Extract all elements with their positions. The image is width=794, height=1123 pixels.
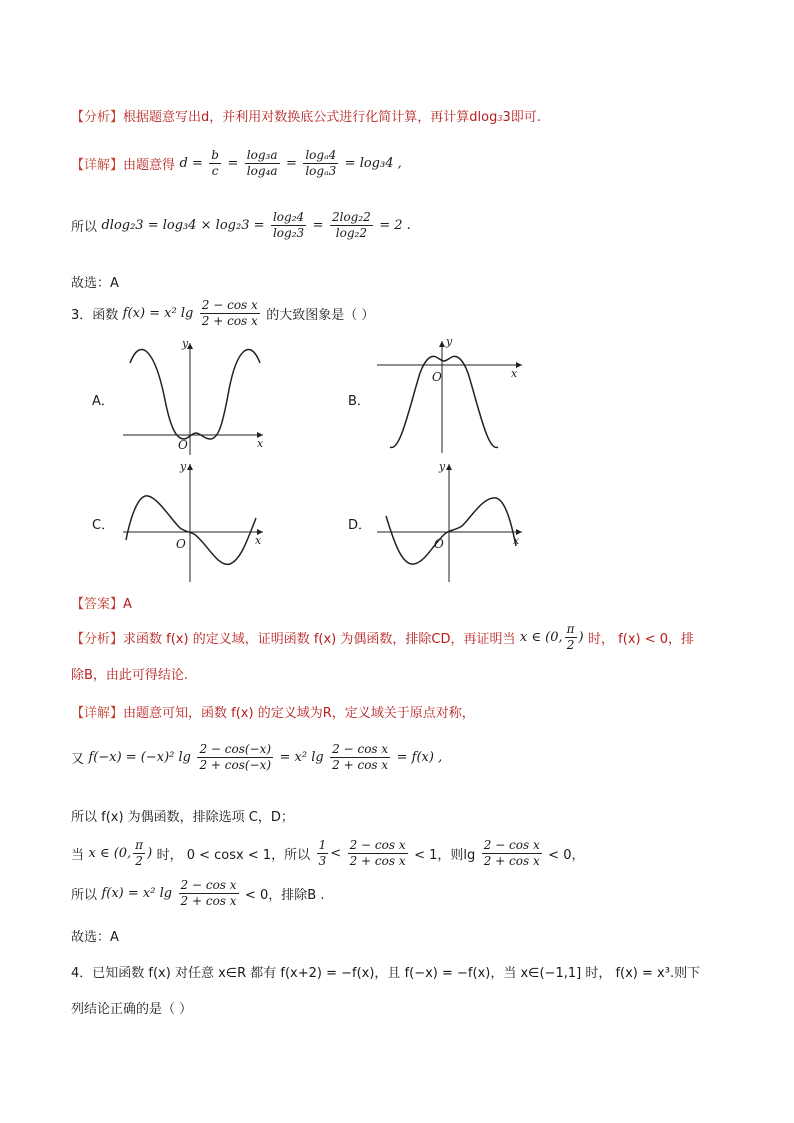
q3-detail-4-mid: 时， 0 < cosx < 1，所以 <box>156 848 311 863</box>
q3-detail-line1 <box>71 702 475 721</box>
origin-label: O <box>176 537 186 551</box>
option-b-label: B． <box>348 394 370 409</box>
q2-choose: 故选：A <box>71 276 119 291</box>
y-axis-label: y <box>182 337 189 350</box>
q3-analysis-line1: 【分析】求函数 f(x) 的定义域，证明函数 f(x) 为偶函数，排除CD，再证明当 x ∈ (0, $\frac{\pi}{2}$ ) 时， f(x) < 0，排 <box>71 622 695 652</box>
q2-detail-text: 由题意得 <box>123 158 176 173</box>
x-axis-label: x <box>255 534 262 547</box>
q3-analysis-1: 求函数 f(x) 的定义域，证明函数 f(x) 为偶函数，排除CD，再证明当 <box>123 632 516 647</box>
q2-so-text: 所以 <box>71 220 98 235</box>
q3-detail-1: 由题意可知，函数 f(x) 的定义域为R，定义域关于原点对称， <box>123 706 475 721</box>
option-c-label: C． <box>92 518 115 533</box>
q3-answer <box>71 593 132 612</box>
q2-analysis-tail: 3即可. <box>502 110 541 125</box>
q2-result: = 2 . <box>379 218 411 233</box>
answer-value: A <box>123 597 132 612</box>
y-axis-label: y <box>180 460 187 473</box>
analysis-tag: 【分析】 <box>71 632 124 647</box>
origin-label: O <box>432 370 442 384</box>
q3-detail-4-mid2: < 1，则lg <box>414 848 476 863</box>
fraction: $\frac{b}{c}$ <box>211 148 219 178</box>
option-d-label: D． <box>348 518 372 533</box>
q3-number: 3．函数 <box>71 308 119 323</box>
q3-detail-3: 所以 f(x) 为偶函数，排除选项 C，D； <box>71 810 294 825</box>
q3-stem: 3．函数 f(x) = x² lg $\frac{\text{2 − cos x}}{\text{2 + cos x}}$ 的大致图象是（ ） <box>71 298 375 328</box>
q3-detail-5-prefix: 所以 <box>71 888 98 903</box>
graph-option-a <box>118 335 268 460</box>
q2-so: 所以 dlog₂3 = log₃4 × log₂3 = $\frac{\text{log₂4}}{\text{log₂3}}$ = $\frac{\text{2log₂2}}{\text{log₂2}}$ = 2 . <box>71 210 411 240</box>
q3-analysis-3: 除B，由此可得结论. <box>71 668 189 683</box>
q2-analysis: 【分析】根据题意写出d，并利用对数换底公式进行化简计算，再计算dlog33即可. <box>71 110 541 125</box>
graph-option-b <box>372 335 527 455</box>
q3-detail-4-tail: < 0， <box>548 848 585 863</box>
q3-stem-tail: 的大致图象是（ ） <box>266 308 375 323</box>
q4-line2: 列结论正确的是（ ） <box>71 1002 193 1017</box>
q3-detail-5-tail: < 0，排除B . <box>245 888 325 903</box>
q3-detail-line4: 当 x ∈ (0, $\frac{\pi}{2}$ ) 时， 0 < cosx < 1，所以 $\frac{1}{3}$ < $\frac{\text{2 − cos x}}{\text{2 + cos x}}$ < 1，则lg $\frac{\text{2 − cos x}}{\text{2 + cos x}}$ < 0， <box>71 838 585 868</box>
q3-analysis-2: 时， f(x) < 0，排 <box>588 632 695 647</box>
graph-option-d <box>372 460 527 585</box>
analysis-tag: 【分析】 <box>71 110 124 125</box>
q2-analysis-text: 根据题意写出d，并利用对数换底公式进行化简计算，再计算dlog <box>123 110 498 125</box>
y-axis-label: y <box>439 460 446 473</box>
x-axis-label: x <box>513 534 520 547</box>
detail-tag: 【详解】 <box>71 706 124 721</box>
q2-detail: 【详解】由题意得 d = $\frac{b}{c}$ = $\frac{\text{log₃a}}{\text{log₄a}}$ = $\frac{\text{logₐ4}}{\text{logₐ3}}$ = log₃4 , <box>71 148 402 178</box>
q4-line1: 4．已知函数 f(x) 对任意 x∈R 都有 f(x+2) = −f(x)，且 f(−x) = −f(x)，当 x∈(−1,1] 时， f(x) = x³.则下 <box>71 966 701 981</box>
q3-detail-4-prefix: 当 <box>71 848 85 863</box>
y-axis-label: y <box>446 335 453 348</box>
x-axis-label: x <box>511 367 518 380</box>
origin-label: O <box>178 438 188 452</box>
option-a-label: A． <box>92 394 114 409</box>
graph-option-c <box>118 460 268 585</box>
x-axis-label: x <box>257 437 264 450</box>
origin-label: O <box>434 537 444 551</box>
answer-tag: 【答案】 <box>71 597 124 612</box>
q3-detail-line5: 所以 f(x) = x² lg $\frac{\text{2 − cos x}}{\text{2 + cos x}}$ < 0，排除B . <box>71 878 325 908</box>
q3-detail-line2: 又 f(−x) = (−x)² lg $\frac{2 - \cos(-x)}{2 + \cos(-x)}$ = x² lg $\frac{\text{2 − cos x}}{\text{2 + cos x}}$ = f(x) , <box>71 742 443 772</box>
q3-choose: 故选：A <box>71 930 119 945</box>
q3-detail-2-prefix: 又 <box>71 752 85 767</box>
detail-tag: 【详解】 <box>71 158 124 173</box>
